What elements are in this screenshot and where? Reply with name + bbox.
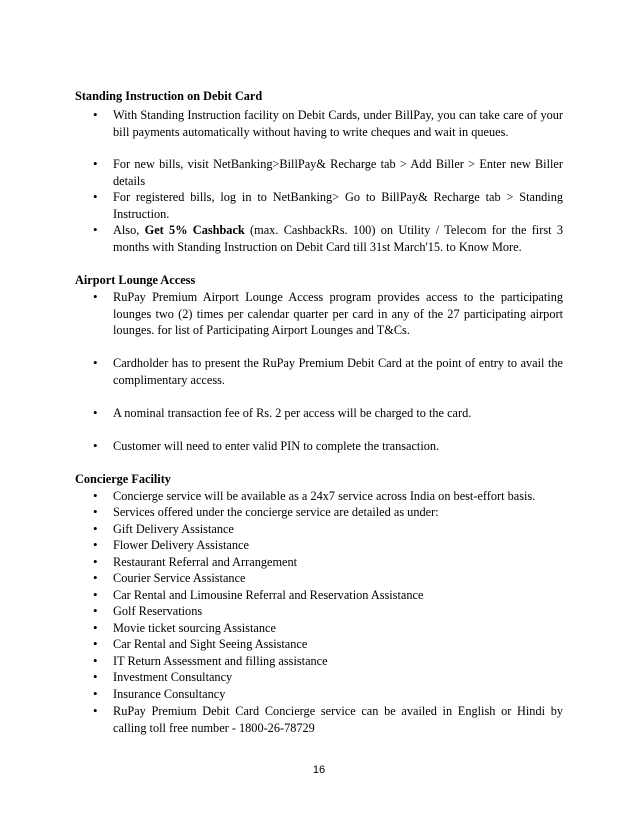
bullet-icon (93, 554, 103, 571)
list-item: Golf Reservations (113, 604, 203, 618)
bullet-icon (93, 355, 103, 372)
bullet-icon (93, 521, 103, 538)
list-item: Flower Delivery Assistance (113, 538, 249, 552)
bullet-icon (93, 189, 103, 206)
bullet-icon (93, 620, 103, 637)
list-item: Insurance Consultancy (113, 687, 226, 701)
page-number: 16 (312, 764, 326, 776)
bullet-icon (93, 703, 103, 720)
list-item: IT Return Assessment and filling assistance (113, 654, 328, 668)
list-item: Restaurant Referral and Arrangement (113, 555, 298, 569)
bullet-icon (93, 289, 103, 306)
list-item: For new bills, visit NetBanking>BillPay& Recharge tab > Add Biller > Enter new Biller details (113, 157, 563, 188)
bullet-icon (93, 537, 103, 554)
bullet-icon (93, 653, 103, 670)
list-item: Cardholder has to present the RuPay Premium Debit Card at the point of entry to avail the complimentary access. (113, 356, 563, 387)
cashback-highlight: Get 5% Cashback (144, 223, 245, 237)
list-item: A nominal transaction fee of Rs. 2 per access will be charged to the card. (113, 406, 472, 420)
list-item: Car Rental and Sight Seeing Assistance (113, 637, 308, 651)
list-item: Customer will need to enter valid PIN to complete the transaction. (113, 439, 440, 453)
section-heading-standing-instruction: Standing Instruction on Debit Card (75, 89, 263, 103)
bullet-icon (93, 603, 103, 620)
list-item: With Standing Instruction facility on Debit Cards, under BillPay, you can take care of your bill payments automatically without having to write cheques and wait in queues. (113, 108, 563, 139)
list-item: Car Rental and Limousine Referral and Reservation Assistance (113, 588, 424, 602)
bullet-icon (93, 669, 103, 686)
section-heading-airport-lounge: Airport Lounge Access (75, 273, 196, 287)
cashback-details: (max. CashbackRs. 100) on Utility / Telecom for the first 3 months with Standing Instruction on Debit Card till 31st March'15. to Know More. (113, 223, 563, 254)
list-item: Concierge service will be available as a 24x7 service across India on best-effort basis. (113, 489, 536, 503)
list-item: For registered bills, log in to NetBanking> Go to BillPay& Recharge tab > Standing Instruction. (113, 190, 563, 221)
list-item: RuPay Premium Debit Card Concierge service can be availed in English or Hindi by calling toll free number - 1800-26-78729 (113, 704, 563, 735)
bullet-icon (93, 222, 103, 239)
list-item-cashback (113, 222, 563, 255)
list-item: Movie ticket sourcing Assistance (113, 621, 276, 635)
list-item: Gift Delivery Assistance (113, 522, 234, 536)
bullet-icon (93, 686, 103, 703)
bullet-icon (93, 587, 103, 604)
bullet-icon (93, 504, 103, 521)
bullet-icon (93, 438, 103, 455)
bullet-icon (93, 488, 103, 505)
bullet-icon (93, 405, 103, 422)
list-item: Services offered under the concierge service are detailed as under: (113, 505, 439, 519)
section-heading-concierge: Concierge Facility (75, 472, 171, 486)
list-item: Courier Service Assistance (113, 571, 246, 585)
cashback-prefix: Also, (113, 223, 145, 237)
bullet-icon (93, 156, 103, 173)
list-item: Investment Consultancy (113, 670, 233, 684)
bullet-icon (93, 570, 103, 587)
list-item: RuPay Premium Airport Lounge Access program provides access to the participating lounges two (2) times per calendar quarter per card in any of the 27 participating airport lounges. for list of Participating Airport Lounges and T&Cs. (113, 290, 563, 337)
bullet-icon (93, 636, 103, 653)
bullet-icon (93, 107, 103, 124)
